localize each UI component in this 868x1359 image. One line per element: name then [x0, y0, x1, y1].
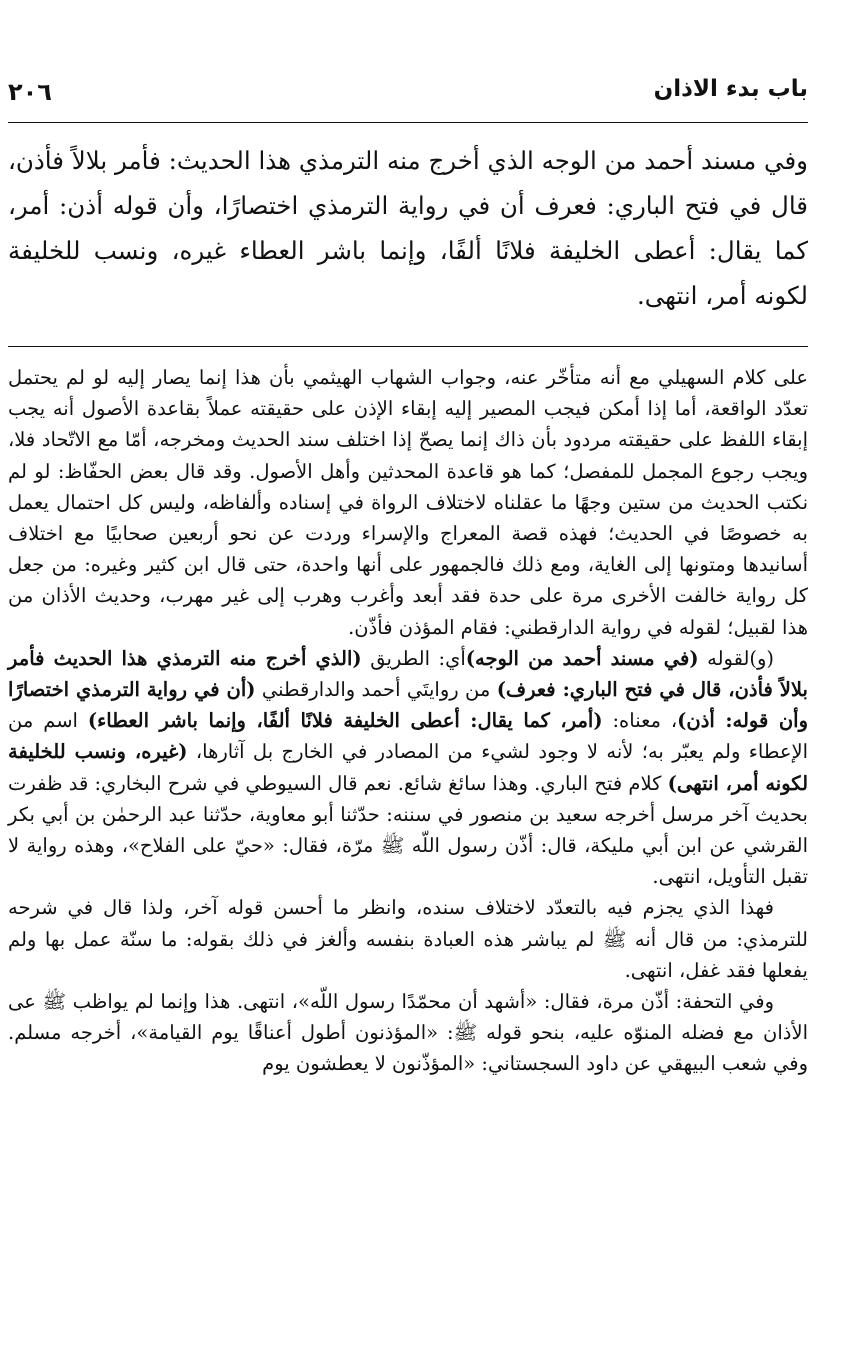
quoted-matn: (أمر، كما يقال: أعطى الخليفة فلانًا ألفًا، وإنما باشر العطاء) — [87, 709, 603, 733]
chapter-title: باب بدء الاذان — [653, 76, 808, 102]
plain-text: ، معناه: — [602, 709, 678, 733]
plain-text: من روايتَي أحمد والدارقطني — [255, 678, 497, 702]
matn-text: وفي مسند أحمد من الوجه الذي أخرج منه الترمذي هذا الحديث: فأمر بلالاً فأذن، قال في فتح الباري: فعرف أن في رواية الترمذي اختصارًا، وأن قوله أذن: أمر، كما يقال: أعطى الخليفة فلانًا ألفًا، وإنما باشر العطاء غيره، ونسب للخليفة لكونه أمر، انتهى. — [8, 146, 808, 310]
page-header — [8, 70, 808, 114]
quoted-matn: (أن في رواية الترمذي اختصارًا وأن قوله: أذن) — [8, 678, 809, 733]
commentary-paragraph-3: فهذا الذي يجزم فيه بالتعدّد لاختلاف سنده، وانظر ما أحسن قوله آخر، ولذا قال في شرحه للترمذي: من قال أنه ﷺ لم يباشر هذه العبادة بنفسه وألغز في ذلك بقوله: ما سنّة عمل بها ولم يفعلها فقد غفل، انتهى. — [8, 896, 808, 982]
commentary-paragraph-2 — [8, 643, 808, 893]
section-divider — [8, 346, 808, 347]
commentary-paragraph-1: على كلام السهيلي مع أنه متأخّر عنه، وجواب الشهاب الهيثمي بأن هذا إنما يصار إليه لو لم يحتمل تعدّد الواقعة، أما إذا أمكن فيجب المصير إليه إبقاء الإذن على حقيقته عملاً بقاعدة الأصول أنه يجب إبقاء اللفظ على حقيقته مردود بأن ذاك إنما يصحّ إذا اختلف سند الحديث ومخرجه، أمّا مع الاتّحاد فلا، ويجب رجوع المجمل للمفصل؛ كما هو قاعدة المحدثين وأهل الأصول. وقد قال بعض الحفّاظ: لو لم نكتب الحديث من ستين وجهًا ما عقلناه لاختلاف الرواة في إسناده وألفاظه، وليس كل احتمال يعمل به خصوصًا في الحديث؛ فهذه قصة المعراج والإسراء وردت عن نحو أربعين صحابيًا مع اختلاف أسانيدها ومتونها إلى الغاية، ومع ذلك فالجمهور على أنها واحدة، حتى قال ابن كثير وغيره: من جعل كل رواية خالفت الأخرى مرة على حدة فقد أبعد وأغرب وهرب إلى غير مهرب، وحديث الأذان من هذا لقبيل؛ لقوله في رواية الدارقطني: فقام المؤذن فأذّن. — [8, 366, 808, 639]
page-number: ٢٠٦ — [8, 78, 52, 106]
quoted-matn: (في مسند أحمد من الوجه) — [465, 646, 699, 670]
header-rule — [8, 122, 808, 123]
commentary-paragraph-4: وفي التحفة: أذّن مرة، فقال: «أشهد أن محمّدًا رسول اللّه»، انتهى. هذا وإنما لم يواظب ﷺ عى الأذان مع فضله المنوّه عليه، بنحو قوله ﷺ: «المؤذنون أطول أعناقًا يوم القيامة»، أخرجه مسلم. وفي شعب البيهقي عن داود السجستاني: «المؤذّنون لا يعطشون يوم — [8, 990, 808, 1076]
quoted-matn: (الذي أخرج منه الترمذي هذا الحديث فأمر بلالاً فأذن، قال في فتح الباري: فعرف) — [8, 646, 808, 702]
plain-text: اسم من الإعطاء ولم يعبّر به؛ لأنه لا وجود لشيء من المصادر في الخارج بل آثارها، — [8, 709, 808, 764]
plain-text: (و)لقوله — [698, 646, 775, 670]
commentary — [8, 362, 808, 1080]
quoted-matn: (غيره، ونسب للخليفة لكونه أمر، انتهى) — [8, 740, 809, 795]
plain-text: كلام فتح الباري. وهذا سائغ شائع. نعم قال السيوطي في شرح البخاري: قد ظفرت بحديث آخر مرسل أخرجه سعيد بن منصور في سننه: حدّثنا أبو معاوية، حدّثنا عبد الرحمٰن بن أبي بكر القرشي عن ابن أبي مليكة، قال: أذّن رسول اللّه ﷺ مرّة، فقال: «حيّ على الفلاح»، وهذه رواية لا تقبل التأويل، انتهى. — [8, 771, 808, 889]
plain-text: أي: الطريق — [361, 646, 466, 670]
